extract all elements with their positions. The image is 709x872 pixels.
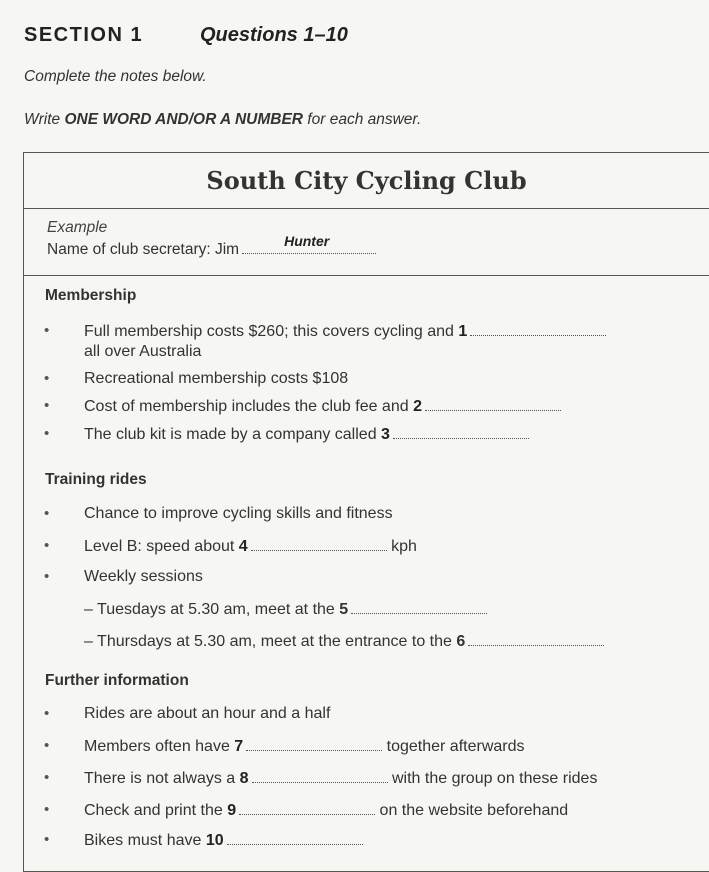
bullet: • xyxy=(44,568,50,585)
answer-line-10[interactable] xyxy=(227,830,363,845)
answer-line-3[interactable] xyxy=(393,424,529,439)
club-title: South City Cycling Club xyxy=(24,153,709,209)
bullet: • xyxy=(44,370,50,387)
example-label: Example xyxy=(47,219,108,236)
bullet: • xyxy=(44,425,50,442)
membership-item-1-continued: all over Australia xyxy=(84,343,202,360)
bullet: • xyxy=(44,737,50,754)
bullet: • xyxy=(44,705,50,722)
answer-line-9[interactable] xyxy=(239,800,375,815)
training-subitem-1: – Tuesdays at 5.30 am, meet at the 5 xyxy=(84,599,487,619)
bullet: • xyxy=(44,397,50,414)
bullet: • xyxy=(44,322,50,339)
answer-line-8[interactable] xyxy=(252,768,388,783)
answer-line-1[interactable] xyxy=(470,321,606,336)
training-heading: Training rides xyxy=(45,471,147,488)
answer-line-5[interactable] xyxy=(351,599,487,614)
training-subitem-2: – Thursdays at 5.30 am, meet at the entrance to the 6 xyxy=(84,631,604,651)
bullet: • xyxy=(44,831,50,848)
bullet: • xyxy=(44,769,50,786)
example-area xyxy=(24,208,709,276)
answer-line-4[interactable] xyxy=(251,536,387,551)
bullet: • xyxy=(44,801,50,818)
further-item-4: Check and print the 9 on the website beforehand xyxy=(84,802,569,819)
section-title: SECTION 1 xyxy=(24,24,144,46)
bullet: • xyxy=(44,537,50,554)
further-item-1: Rides are about an hour and a half xyxy=(84,705,331,722)
word-limit-emphasis: ONE WORD AND/OR A NUMBER xyxy=(64,111,303,128)
answer-line-7[interactable] xyxy=(246,736,382,751)
training-item-2: Level B: speed about 4 kph xyxy=(84,538,417,555)
questions-range: Questions 1–10 xyxy=(200,24,348,46)
further-item-3: There is not always a 8 with the group on these rides xyxy=(84,770,598,787)
answer-line-2[interactable] xyxy=(425,396,561,411)
further-info-heading: Further information xyxy=(45,672,189,689)
answer-line-6[interactable] xyxy=(468,631,604,646)
training-item-1: Chance to improve cycling skills and fitness xyxy=(84,505,393,522)
instruction-complete-notes: Complete the notes below. xyxy=(24,68,207,85)
membership-item-1: Full membership costs $260; this covers cycling and 1 xyxy=(84,321,606,342)
bullet: • xyxy=(44,505,50,522)
instruction-word-limit: Write ONE WORD AND/OR A NUMBER for each answer. xyxy=(24,111,422,128)
membership-heading: Membership xyxy=(45,287,137,304)
example-answer-line xyxy=(242,233,376,254)
membership-item-3: Cost of membership includes the club fee and 2 xyxy=(84,396,561,417)
further-item-2: Members often have 7 together afterwards xyxy=(84,738,525,755)
example-line: Name of club secretary: Jim Hunter xyxy=(47,239,376,259)
example-answer: Hunter xyxy=(284,233,330,249)
membership-item-4: The club kit is made by a company called 3 xyxy=(84,424,529,445)
further-item-5: Bikes must have 10 xyxy=(84,830,363,851)
membership-item-2: Recreational membership costs $108 xyxy=(84,370,349,387)
training-item-3: Weekly sessions xyxy=(84,568,203,585)
